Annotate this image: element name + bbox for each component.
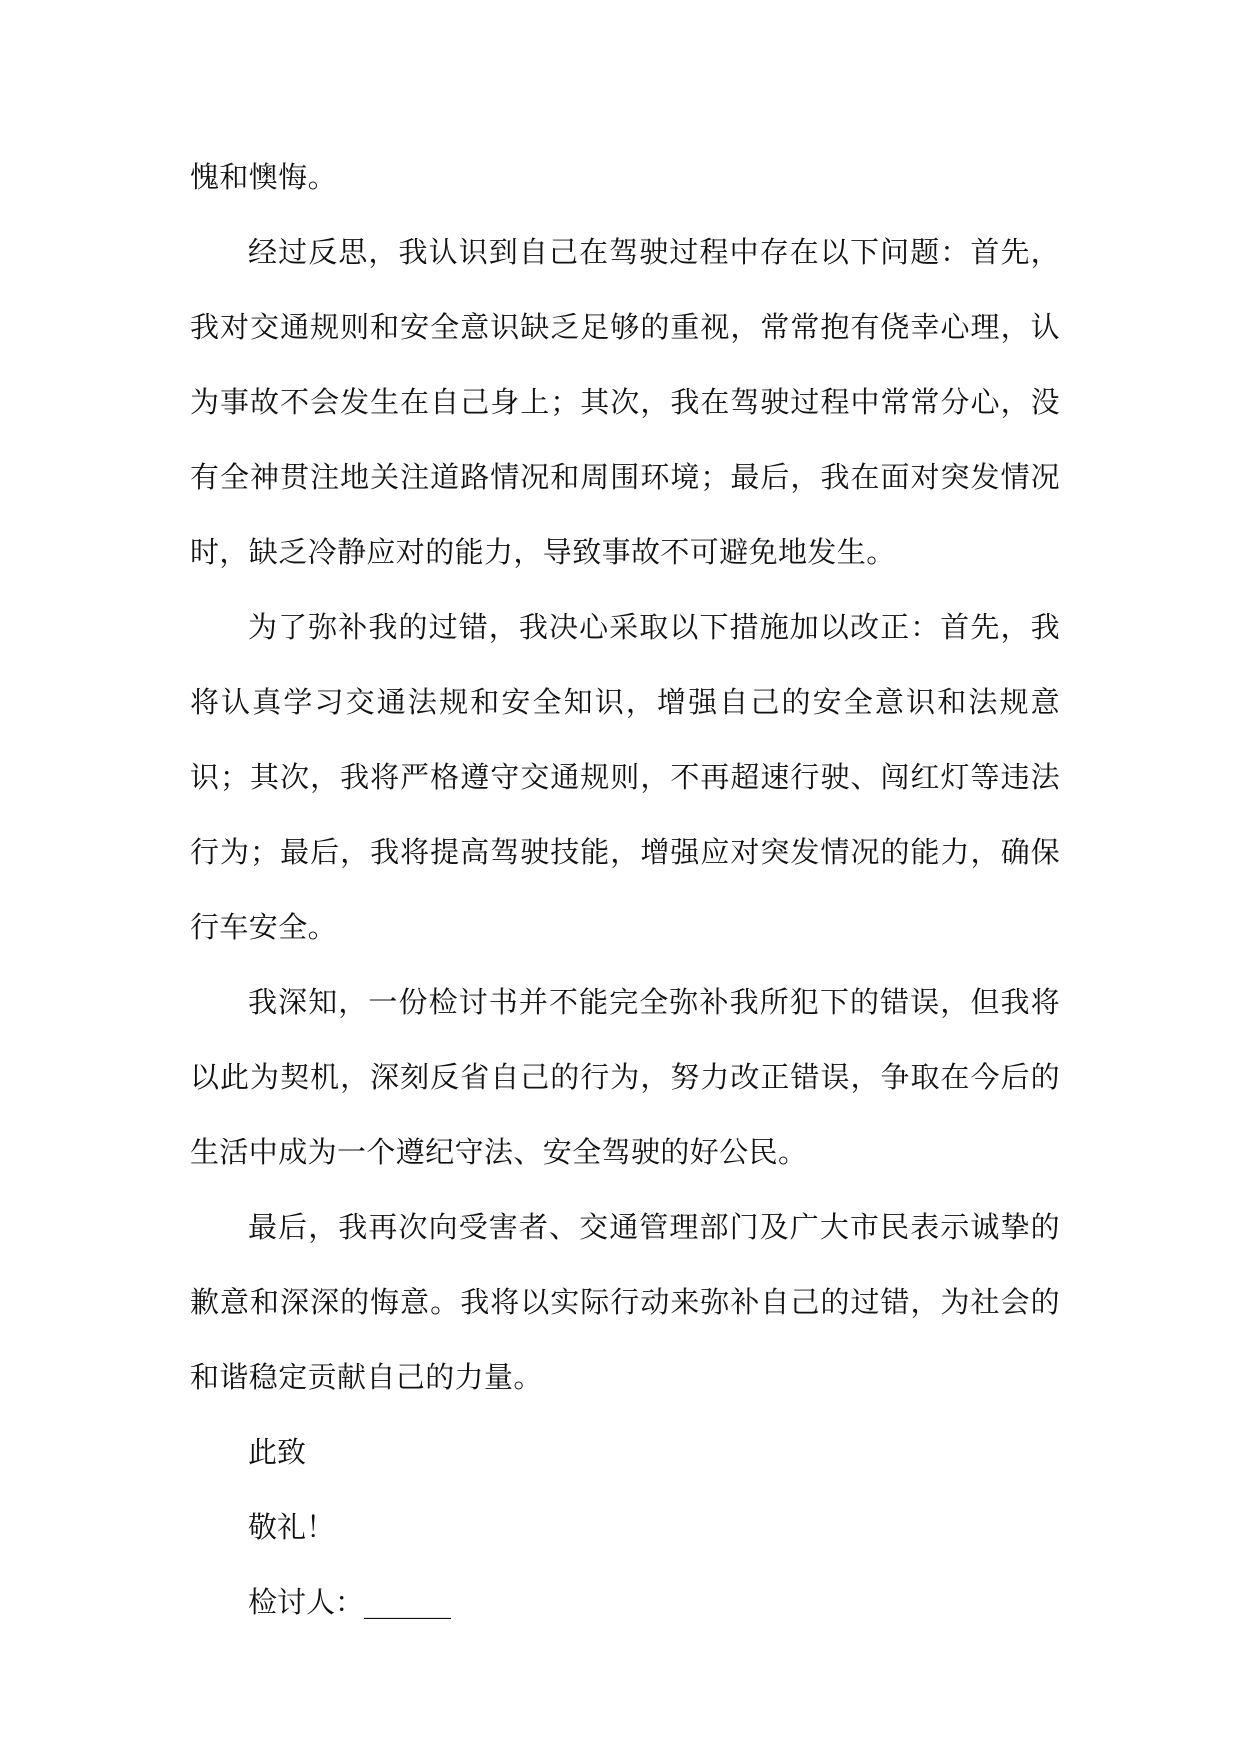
closing-salutation: 此致	[248, 1435, 307, 1469]
signature-line: 检讨人：______	[248, 1585, 452, 1619]
paragraph-apology: 最后，我再次向受害者、交通管理部门及广大市民表示诚挚的歉意和深深的悔意。我将以实际行动来弥补自己的过错，为社会的和谐稳定贡献自己的力量。	[190, 1210, 1060, 1394]
continuation-text: 愧和懊悔。	[190, 160, 338, 194]
paragraph-resolve: 我深知，一份检讨书并不能完全弥补我所犯下的错误，但我将以此为契机，深刻反省自己的行为，努力改正错误，争取在今后的生活中成为一个遵纪守法、安全驾驶的好公民。	[190, 985, 1060, 1169]
closing-regards: 敬礼！	[248, 1510, 336, 1544]
paragraph-measures: 为了弥补我的过错，我决心采取以下措施加以改正：首先，我将认真学习交通法规和安全知识，增强自己的安全意识和法规意识；其次，我将严格遵守交通规则，不再超速行驶、闯红灯等违法行为；最后，我将提高驾驶技能，增强应对突发情况的能力，确保行车安全。	[190, 610, 1060, 944]
paragraph-reflection: 经过反思，我认识到自己在驾驶过程中存在以下问题：首先，我对交通规则和安全意识缺乏足够的重视，常常抱有侥幸心理，认为事故不会发生在自己身上；其次，我在驾驶过程中常常分心，没有全神贯注地关注道路情况和周围环境；最后，我在面对突发情况时，缺乏冷静应对的能力，导致事故不可避免地发生。	[190, 235, 1060, 569]
document-page	[190, 140, 1060, 1640]
